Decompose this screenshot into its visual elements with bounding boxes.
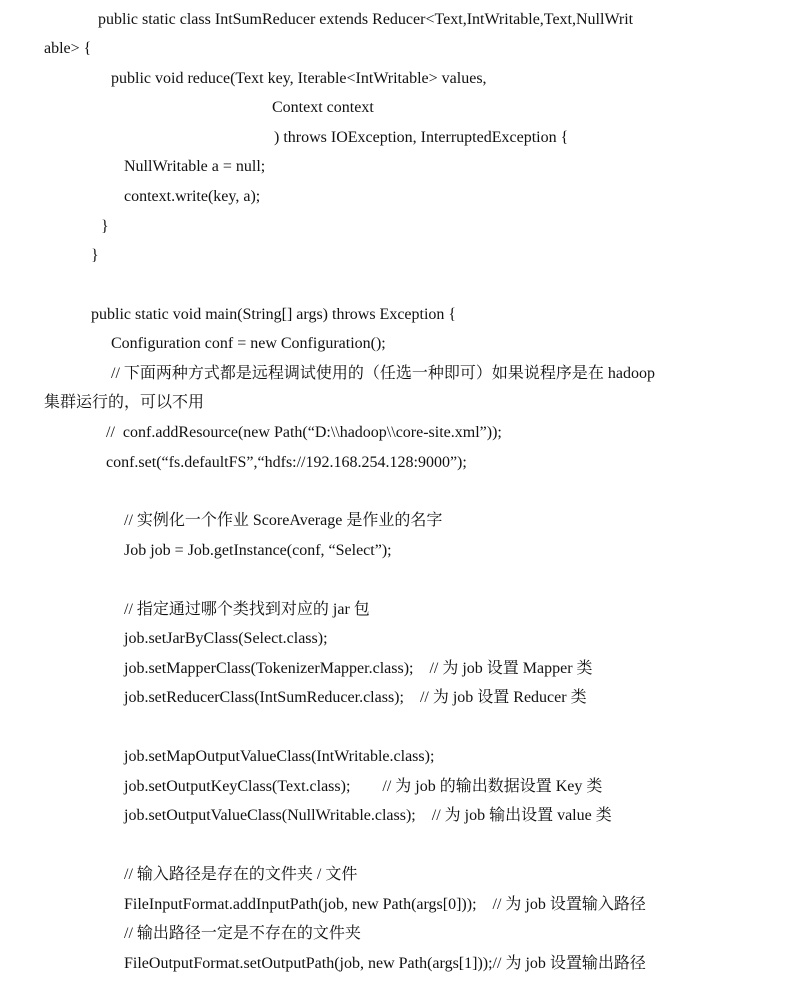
code-line: Configuration conf = new Configuration(); xyxy=(111,335,386,352)
comment-line: 集群运行的，可以不用 xyxy=(44,394,205,411)
code-line: // conf.addResource(new Path(“D:\\hadoop\\core-site.xml”)); xyxy=(106,424,502,441)
code-line: public void reduce(Text key, Iterable<IntWritable> values, xyxy=(111,70,487,87)
code-line: job.setOutputValueClass(NullWritable.class); // 为 job 输出设置 value 类 xyxy=(124,807,612,824)
comment-line: // 实例化一个作业 ScoreAverage 是作业的名字 xyxy=(124,512,443,529)
code-line: Context context xyxy=(272,99,374,116)
code-line: job.setOutputKeyClass(Text.class); // 为 job 的输出数据设置 Key 类 xyxy=(124,778,603,795)
code-line: FileInputFormat.addInputPath(job, new Path(args[0])); // 为 job 设置输入路径 xyxy=(124,896,646,913)
comment-line: // 指定通过哪个类找到对应的 jar 包 xyxy=(124,601,370,618)
code-line: job.setReducerClass(IntSumReducer.class); // 为 job 设置 Reducer 类 xyxy=(124,689,587,706)
code-line: FileOutputFormat.setOutputPath(job, new Path(args[1]));// 为 job 设置输出路径 xyxy=(124,955,646,972)
code-line: conf.set(“fs.defaultFS”,“hdfs://192.168.254.128:9000”); xyxy=(106,454,467,471)
code-line: able> { xyxy=(44,40,92,57)
code-line: public static void main(String[] args) throws Exception { xyxy=(91,306,457,323)
code-line: ) throws IOException, InterruptedException { xyxy=(274,129,569,146)
code-line: job.setJarByClass(Select.class); xyxy=(124,630,328,647)
code-line: job.setMapperClass(TokenizerMapper.class); // 为 job 设置 Mapper 类 xyxy=(124,660,593,677)
code-line: } xyxy=(91,247,99,264)
code-line: Job job = Job.getInstance(conf, “Select”); xyxy=(124,542,392,559)
code-line: } xyxy=(101,218,109,235)
comment-line: // 输入路径是存在的文件夹 / 文件 xyxy=(124,866,358,883)
comment-line: // 输出路径一定是不存在的文件夹 xyxy=(124,925,361,942)
code-line: NullWritable a = null; xyxy=(124,158,266,175)
comment-line: // 下面两种方式都是远程调试使用的（任选一种即可）如果说程序是在 hadoop xyxy=(111,365,655,382)
code-line: job.setMapOutputValueClass(IntWritable.class); xyxy=(124,748,435,765)
code-line: context.write(key, a); xyxy=(124,188,261,205)
code-line: public static class IntSumReducer extends Reducer<Text,IntWritable,Text,NullWrit xyxy=(98,11,634,28)
